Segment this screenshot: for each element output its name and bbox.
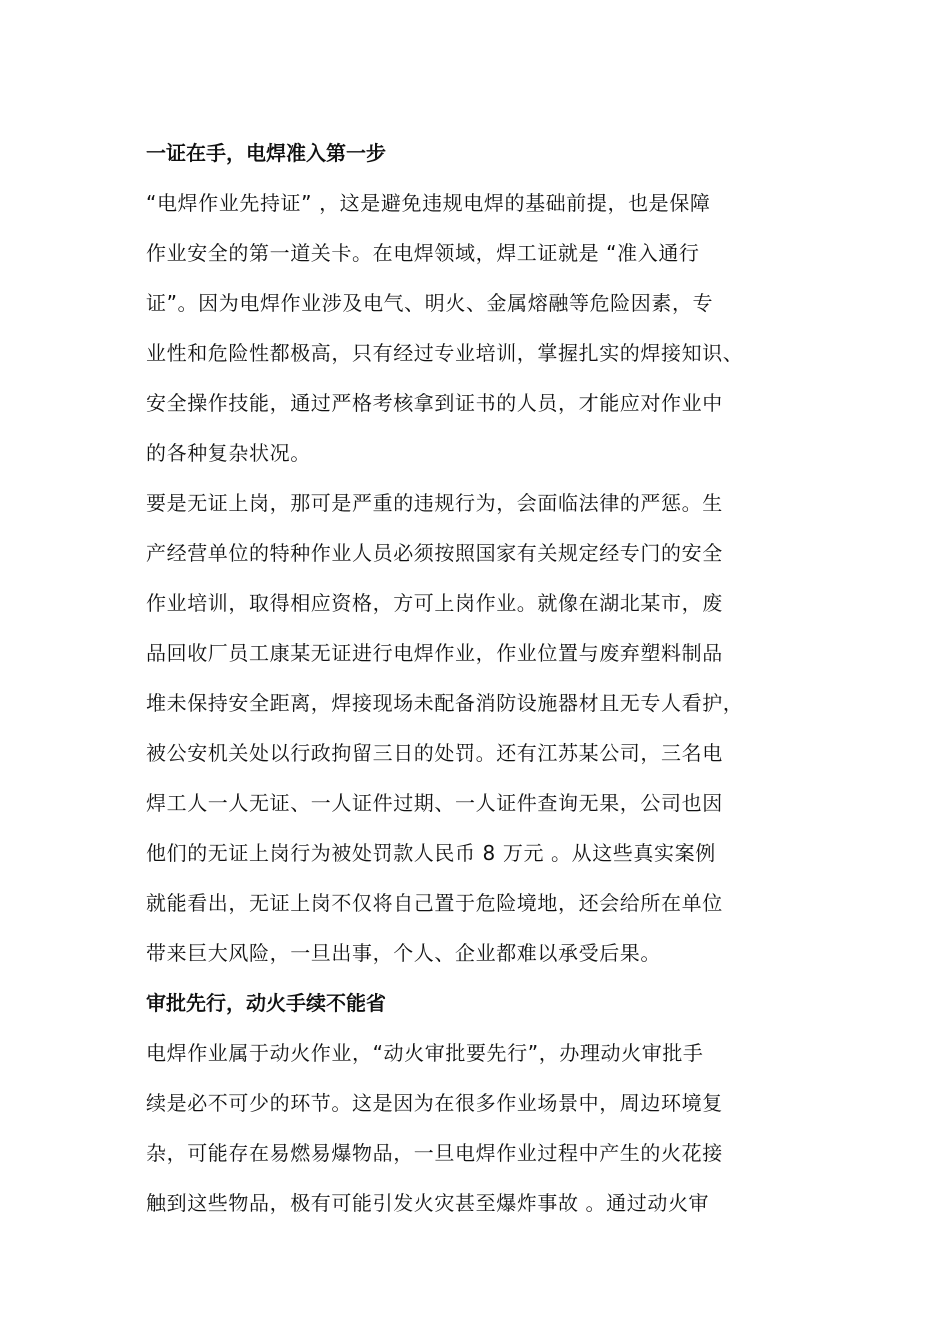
section-heading-1: 一证在手，电焊准入第一步 [146, 141, 386, 165]
document-body [146, 128, 826, 1228]
text-line: 堆未保持安全距离，焊接现场未配备消防设施器材且无专人看护， [146, 691, 744, 715]
text-line: 要是无证上岗，那可是严重的违规行为，会面临法律的严惩。生 [146, 491, 723, 515]
text-line: 安全操作技能，通过严格考核拿到证书的人员，才能应对作业中 [146, 391, 723, 415]
text-line: 的各种复杂状况。 [146, 441, 311, 465]
text-line: 电焊作业属于动火作业，“动火审批要先行”，办理动火审批手 [146, 1041, 704, 1065]
text-line: 证”。因为电焊作业涉及电气、明火、金属熔融等危险因素，专 [146, 291, 714, 315]
text-line: “电焊作业先持证” ，这是避免违规电焊的基础前提，也是保障 [146, 191, 711, 215]
text-line: 就能看出，无证上岗不仅将自己置于危险境地，还会给所在单位 [146, 891, 723, 915]
paragraph-3 [146, 1028, 826, 1228]
text-line: 触到这些物品，极有可能引发火灾甚至爆炸事故 。通过动火审 [146, 1191, 710, 1215]
text-line: 业性和危险性都极高，只有经过专业培训，掌握扎实的焊接知识、 [146, 341, 744, 365]
text-line: 带来巨大风险，一旦出事，个人、企业都难以承受后果。 [146, 941, 661, 965]
paragraph-1 [146, 178, 826, 478]
text-line: 品回收厂员工康某无证进行电焊作业，作业位置与废弃塑料制品 [146, 641, 723, 665]
section-heading-2: 审批先行，动火手续不能省 [146, 991, 386, 1015]
text-line: 他们的无证上岗行为被处罚款人民币 8 万元 。从这些真实案例 [146, 841, 716, 865]
text-line: 产经营单位的特种作业人员必须按照国家有关规定经专门的安全 [146, 541, 723, 565]
text-line: 杂，可能存在易燃易爆物品，一旦电焊作业过程中产生的火花接 [146, 1141, 723, 1165]
text-line: 续是必不可少的环节。这是因为在很多作业场景中，周边环境复 [146, 1091, 723, 1115]
text-line: 焊工人一人无证、一人证件过期、一人证件查询无果，公司也因 [146, 791, 723, 815]
text-line: 作业培训，取得相应资格，方可上岗作业。就像在湖北某市，废 [146, 591, 723, 615]
text-line: 被公安机关处以行政拘留三日的处罚。还有江苏某公司，三名电 [146, 741, 723, 765]
paragraph-2 [146, 478, 826, 978]
text-line: 作业安全的第一道关卡。在电焊领域，焊工证就是 “准入通行 [146, 241, 700, 265]
